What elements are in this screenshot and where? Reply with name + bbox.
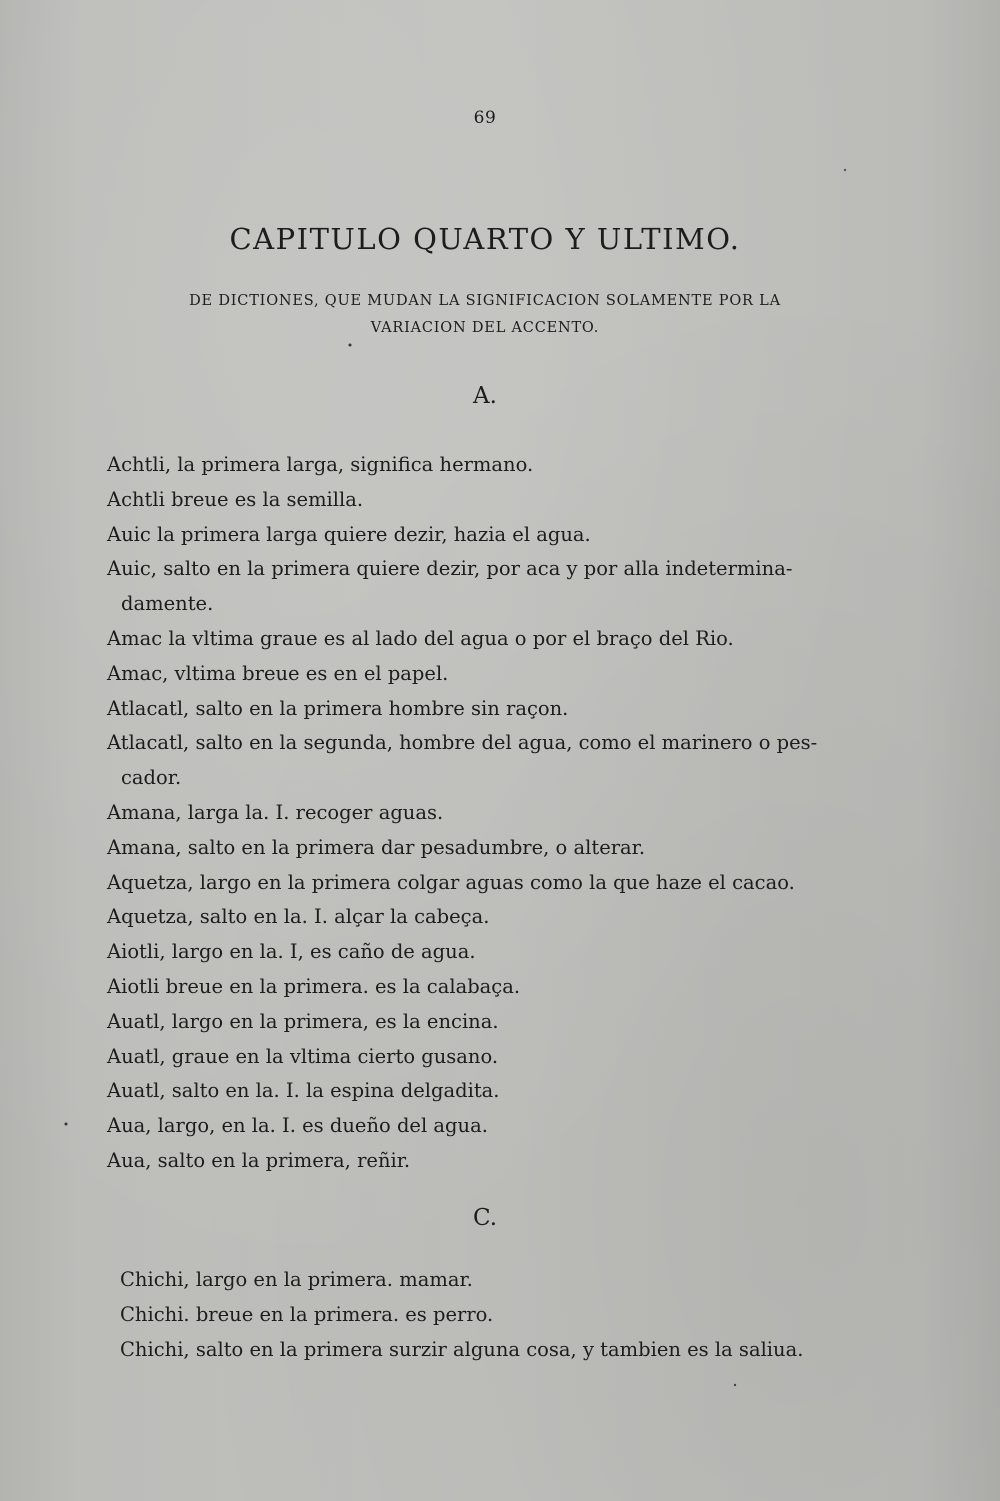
entry-line: Aua, salto en la primera, reñir. (107, 1148, 411, 1172)
entry-line: Auic la primera larga quiere dezir, hazia el agua. (107, 522, 591, 546)
entry-line: Aiotli, largo en la. I, es caño de agua. (107, 940, 476, 964)
entry-line: Amac, vltima breue es en el papel. (107, 661, 449, 685)
section-letter-a: A. (473, 383, 497, 409)
entry-line: damente. (121, 592, 214, 616)
entry-line: Chichi, salto en la primera surzir alguna cosa, y tambien es la saliua. (120, 1337, 804, 1361)
entry-list-c (120, 1263, 900, 1367)
entry-line: Chichi. breue en la primera. es perro. (120, 1302, 494, 1326)
entry-line: Achtli, la primera larga, significa hermano. (107, 453, 534, 476)
entry-line: Amac la vltima graue es al lado del agua o por el braço del Rio. (107, 626, 734, 650)
entry-line: Aquetza, salto en la. I. alçar la cabeça. (107, 905, 490, 929)
entry-line: Achtli breue es la semilla. (107, 487, 364, 511)
entry-line: Aiotli breue en la primera. es la calabaça. (107, 974, 521, 998)
chapter-subtitle (120, 288, 850, 342)
subtitle-line: VARIACION DEL ACCENTO. (370, 320, 600, 336)
entry-list-a (107, 448, 887, 1179)
entry-line: Auatl, largo en la primera, es la encina. (107, 1009, 499, 1033)
entry-line: Atlacatl, salto en la primera hombre sin raçon. (107, 696, 569, 720)
entry-line: Auatl, graue en la vltima cierto gusano. (107, 1044, 499, 1068)
subtitle-line: DE DICTIONES, QUE MUDAN LA SIGNIFICACION SOLAMENTE POR LA (189, 293, 781, 309)
entry-line: Chichi, largo en la primera. mamar. (120, 1268, 473, 1291)
entry-line: Aua, largo, en la. I. es dueño del agua. (107, 1114, 488, 1138)
entry-line: cador. (121, 766, 182, 790)
entry-line: Auic, salto en la primera quiere dezir, por aca y por alla indetermina- (107, 557, 793, 581)
page-number: 69 (473, 108, 497, 128)
section-letter-c: C. (472, 1205, 498, 1231)
entry-line: Amana, salto en la primera dar pesadumbre, o alterar. (107, 835, 646, 859)
entry-line: Auatl, salto en la. I. la espina delgadita. (107, 1079, 500, 1103)
entry-line: Aquetza, largo en la primera colgar aguas como la que haze el cacao. (107, 870, 795, 894)
entry-line: Atlacatl, salto en la segunda, hombre del agua, como el marinero o pes- (107, 731, 818, 755)
entry-line: Amana, larga la. I. recoger aguas. (107, 800, 444, 824)
chapter-title: CAPITULO QUARTO Y ULTIMO. (229, 222, 741, 256)
